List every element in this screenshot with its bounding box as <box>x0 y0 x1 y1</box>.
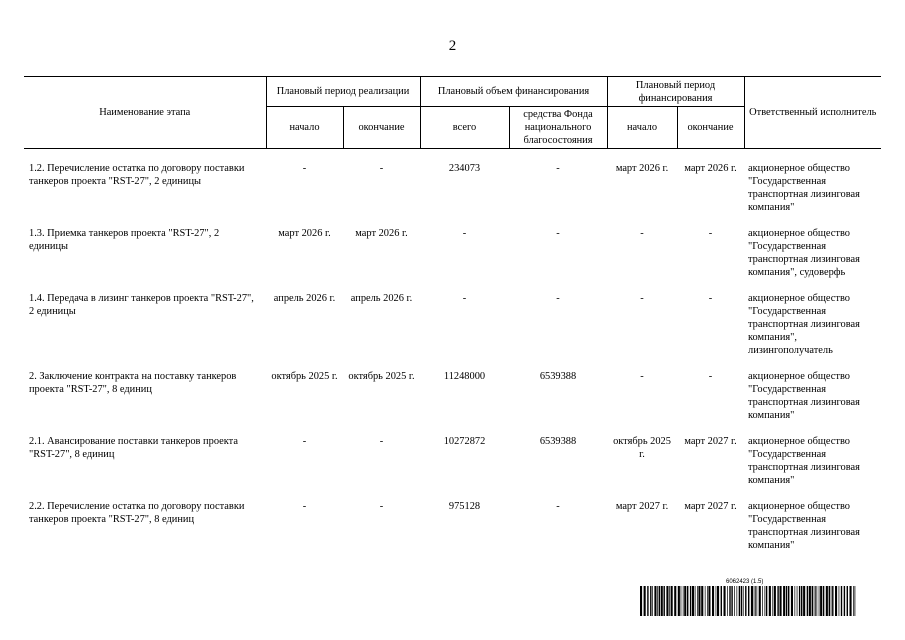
financing-total: 975128 <box>448 501 481 512</box>
header-implementation-period: Плановый период реализации <box>266 77 420 107</box>
fin-end: - <box>708 293 713 304</box>
financing-fund: - <box>556 293 560 304</box>
impl-end: - <box>379 501 384 512</box>
barcode-label: 6062423 (1.5) <box>726 579 764 585</box>
stage-name: 2. Заключение контракта на поставку танкеров проекта "RST-27", 8 единиц <box>29 371 237 395</box>
header-financing-volume: Плановый объем финансирования <box>420 77 607 107</box>
fin-end: - <box>708 228 713 239</box>
impl-start: - <box>302 436 307 447</box>
barcode-icon <box>640 578 856 616</box>
table-row <box>24 162 881 227</box>
fin-start: - <box>640 228 644 239</box>
responsible: акционерное общество "Государственная транспортная лизинговая компания" <box>748 436 860 486</box>
table-row <box>24 227 881 292</box>
fin-start: октябрь 2025 г. <box>613 436 671 460</box>
fin-end: март 2027 г. <box>684 501 737 512</box>
impl-end: октябрь 2025 г. <box>348 371 415 382</box>
financing-total: - <box>462 228 467 239</box>
fin-start: - <box>640 371 644 382</box>
impl-start: апрель 2026 г. <box>273 293 336 304</box>
page-number: 2 <box>448 38 457 54</box>
financing-fund: 6539388 <box>539 436 577 447</box>
header-financing-period: Плановый период финансирования <box>607 77 744 107</box>
impl-start: октябрь 2025 г. <box>271 371 338 382</box>
header-fund: средства Фонда национального благосостояния <box>509 107 607 149</box>
impl-start: - <box>302 163 307 174</box>
impl-end: март 2026 г. <box>355 228 408 239</box>
header-total: всего <box>420 107 509 149</box>
header-fin-end: окончание <box>677 107 744 149</box>
header-stage-name: Наименование этапа <box>24 77 266 149</box>
table-row <box>24 500 881 565</box>
financing-fund: - <box>556 163 560 174</box>
fin-start: март 2026 г. <box>615 163 669 174</box>
responsible: акционерное общество "Государственная транспортная лизинговая компания", лизингополучатель <box>748 293 860 356</box>
table-row <box>24 435 881 500</box>
financing-total: 11248000 <box>443 371 486 382</box>
responsible: акционерное общество "Государственная транспортная лизинговая компания", судоверфь <box>748 228 860 278</box>
impl-start: март 2026 г. <box>278 228 331 239</box>
stages-table <box>24 76 881 565</box>
stage-name: 2.1. Авансирование поставки танкеров проекта "RST-27", 8 единиц <box>29 436 238 460</box>
financing-total: 234073 <box>448 163 481 174</box>
financing-fund: 6539388 <box>539 371 577 382</box>
stage-name: 1.2. Перечисление остатка по договору поставки танкеров проекта "RST-27", 2 единицы <box>29 163 245 187</box>
header-fin-start: начало <box>607 107 677 149</box>
stage-name: 1.4. Передача в лизинг танкеров проекта "RST-27", 2 единицы <box>29 293 254 317</box>
fin-start: - <box>640 293 644 304</box>
financing-fund: - <box>556 501 560 512</box>
stage-name: 1.3. Приемка танкеров проекта "RST-27", 2 единицы <box>29 228 220 252</box>
responsible: акционерное общество "Государственная транспортная лизинговая компания" <box>748 501 860 551</box>
financing-total: - <box>462 293 467 304</box>
impl-end: апрель 2026 г. <box>350 293 413 304</box>
header-responsible: Ответственный исполнитель <box>744 77 881 149</box>
impl-end: - <box>379 436 384 447</box>
fin-end: март 2026 г. <box>684 163 737 174</box>
stage-name: 2.2. Перечисление остатка по договору поставки танкеров проекта "RST-27", 8 единиц <box>29 501 245 525</box>
financing-total: 10272872 <box>443 436 486 447</box>
fin-end: март 2027 г. <box>684 436 737 447</box>
fin-start: март 2027 г. <box>615 501 669 512</box>
table-row <box>24 370 881 435</box>
responsible: акционерное общество "Государственная транспортная лизинговая компания" <box>748 163 860 213</box>
impl-start: - <box>302 501 307 512</box>
financing-fund: - <box>556 228 560 239</box>
impl-end: - <box>379 163 384 174</box>
table-row <box>24 292 881 370</box>
header-start: начало <box>266 107 343 149</box>
fin-end: - <box>708 371 713 382</box>
responsible: акционерное общество "Государственная транспортная лизинговая компания" <box>748 371 860 421</box>
header-end: окончание <box>343 107 420 149</box>
